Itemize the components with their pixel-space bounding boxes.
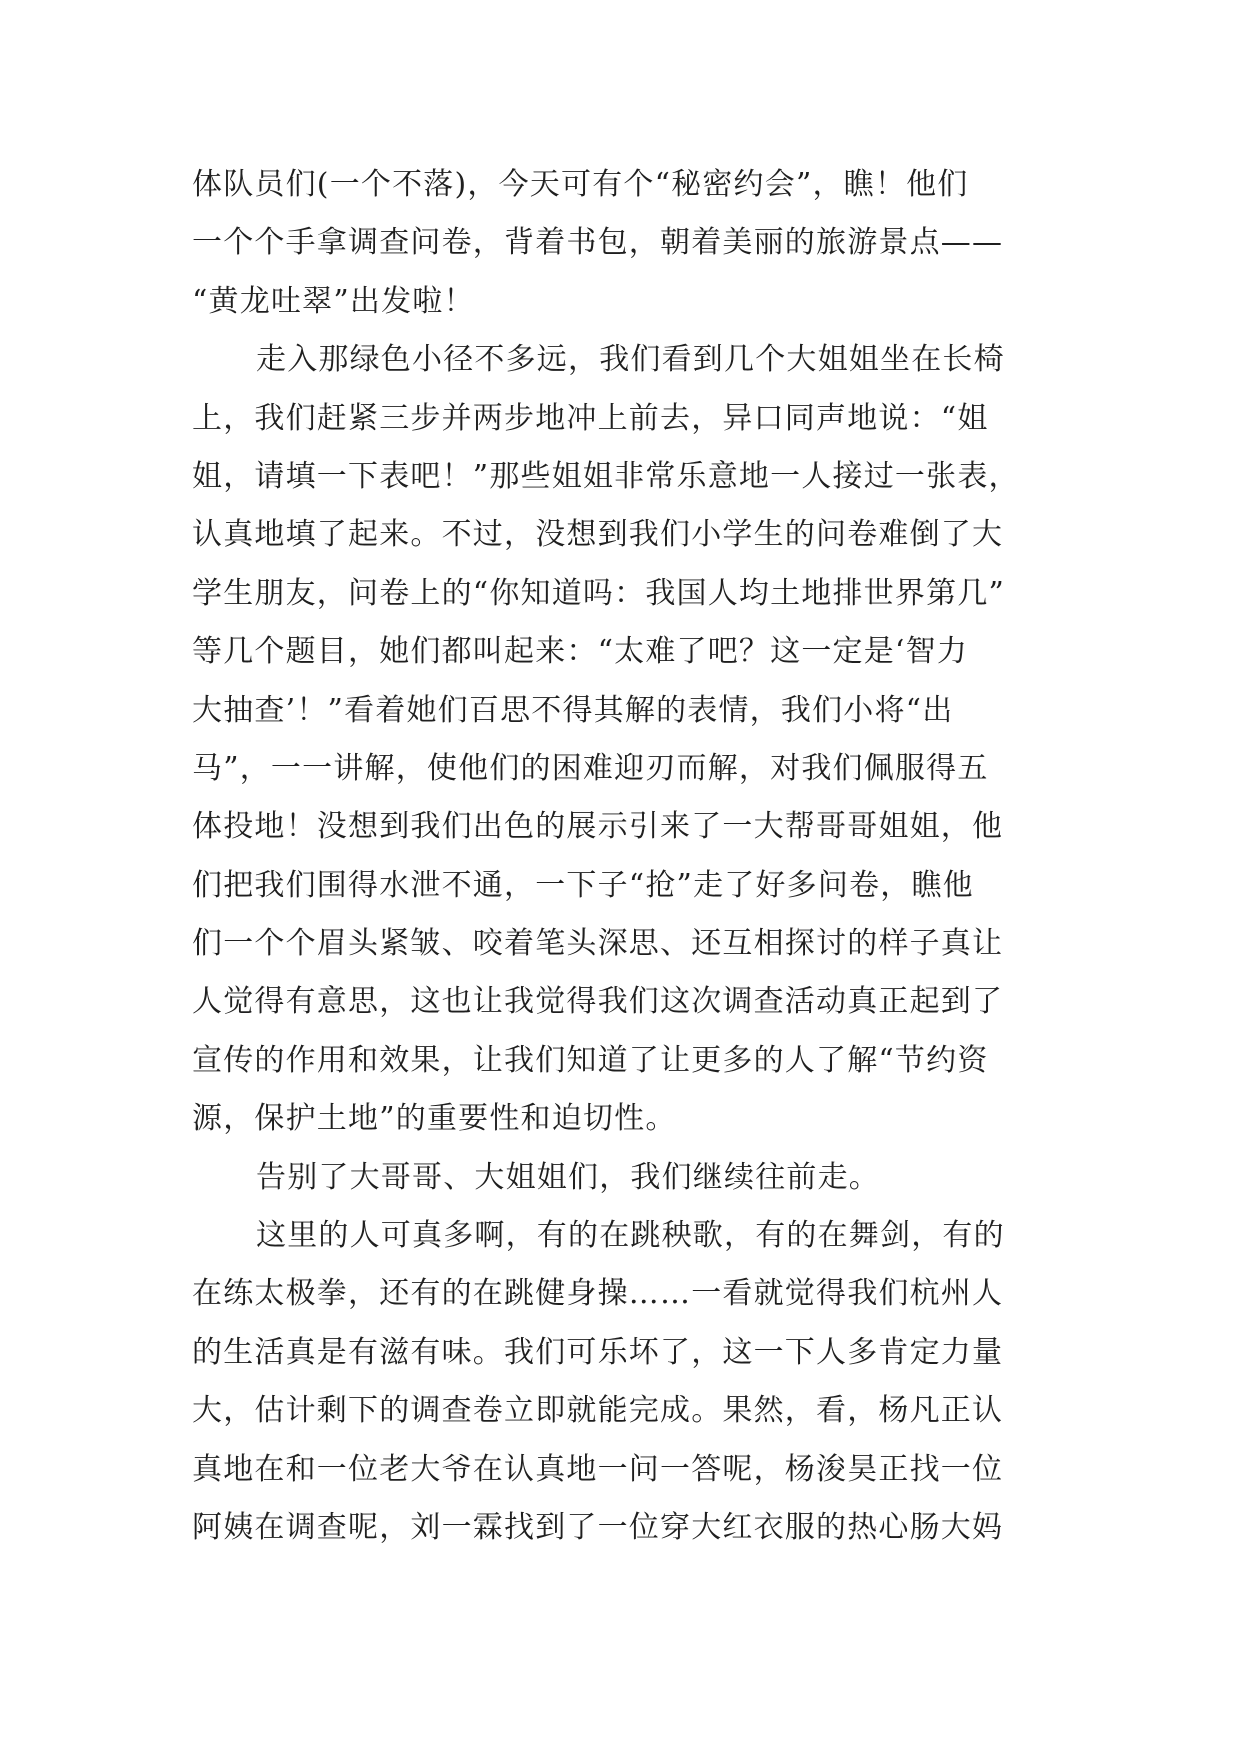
text-line: 体投地！没想到我们出色的展示引来了一大帮哥哥姐姐，他: [192, 809, 1004, 845]
text-line: 源，保护土地”的重要性和迫切性。: [192, 1101, 677, 1137]
text-line: 走入那绿色小径不多远，我们看到几个大姐姐坐在长椅: [256, 342, 1005, 378]
text-line: 认真地填了起来。不过，没想到我们小学生的问卷难倒了大: [192, 517, 1004, 553]
paragraph: [192, 156, 1054, 331]
text-line: “黄龙吐翠”出发啦！: [192, 283, 475, 319]
text-line: 在练太极拳，还有的在跳健身操……一看就觉得我们杭州人: [192, 1276, 1004, 1312]
text-line: 告别了大哥哥、大姐姐们，我们继续往前走。: [256, 1159, 880, 1195]
text-line: 马”，一一讲解，使他们的困难迎刃而解，对我们佩服得五: [192, 750, 989, 786]
text-line: 上，我们赶紧三步并两步地冲上前去，异口同声地说：“姐: [192, 400, 989, 436]
text-line: 宣传的作用和效果，让我们知道了让更多的人了解“节约资: [192, 1042, 989, 1078]
text-line: 体队员们(一个不落)，今天可有个“秘密约会”，瞧！他们: [192, 167, 969, 202]
text-line: 阿姨在调查呢，刘一霖找到了一位穿大红衣服的热心肠大妈: [192, 1509, 1004, 1545]
text-line: 一个个手拿调查问卷，背着书包，朝着美丽的旅游景点——: [192, 225, 1004, 261]
text-line: 学生朋友，问卷上的“你知道吗：我国人均土地排世界第几”: [192, 575, 1006, 611]
text-line: 人觉得有意思，这也让我觉得我们这次调查活动真正起到了: [192, 984, 1004, 1020]
text-line: 这里的人可真多啊，有的在跳秧歌，有的在舞剑，有的: [256, 1218, 1005, 1254]
text-line: 大抽查’！”看着她们百思不得其解的表情，我们小将“出: [192, 692, 954, 728]
paragraph: [192, 1207, 1054, 1557]
text-line: 等几个题目，她们都叫起来：“太难了吧？这一定是‘智力: [192, 634, 969, 670]
text-line: 姐，请填一下表吧！”那些姐姐非常乐意地一人接过一张表，: [192, 458, 1020, 494]
paragraph: [192, 1149, 1054, 1207]
document-body: [192, 156, 1054, 1557]
text-line: 们把我们围得水泄不通，一下子“抢”走了好多问卷，瞧他: [192, 867, 974, 903]
text-line: 的生活真是有滋有味。我们可乐坏了，这一下人多肯定力量: [192, 1334, 1004, 1370]
paragraph: [192, 331, 1054, 1148]
text-line: 们一个个眉头紧皱、咬着笔头深思、还互相探讨的样子真让: [192, 926, 1004, 962]
text-line: 真地在和一位老大爷在认真地一问一答呢，杨浚昊正找一位: [192, 1451, 1004, 1487]
text-line: 大，估计剩下的调查卷立即就能完成。果然，看，杨凡正认: [192, 1393, 1004, 1429]
